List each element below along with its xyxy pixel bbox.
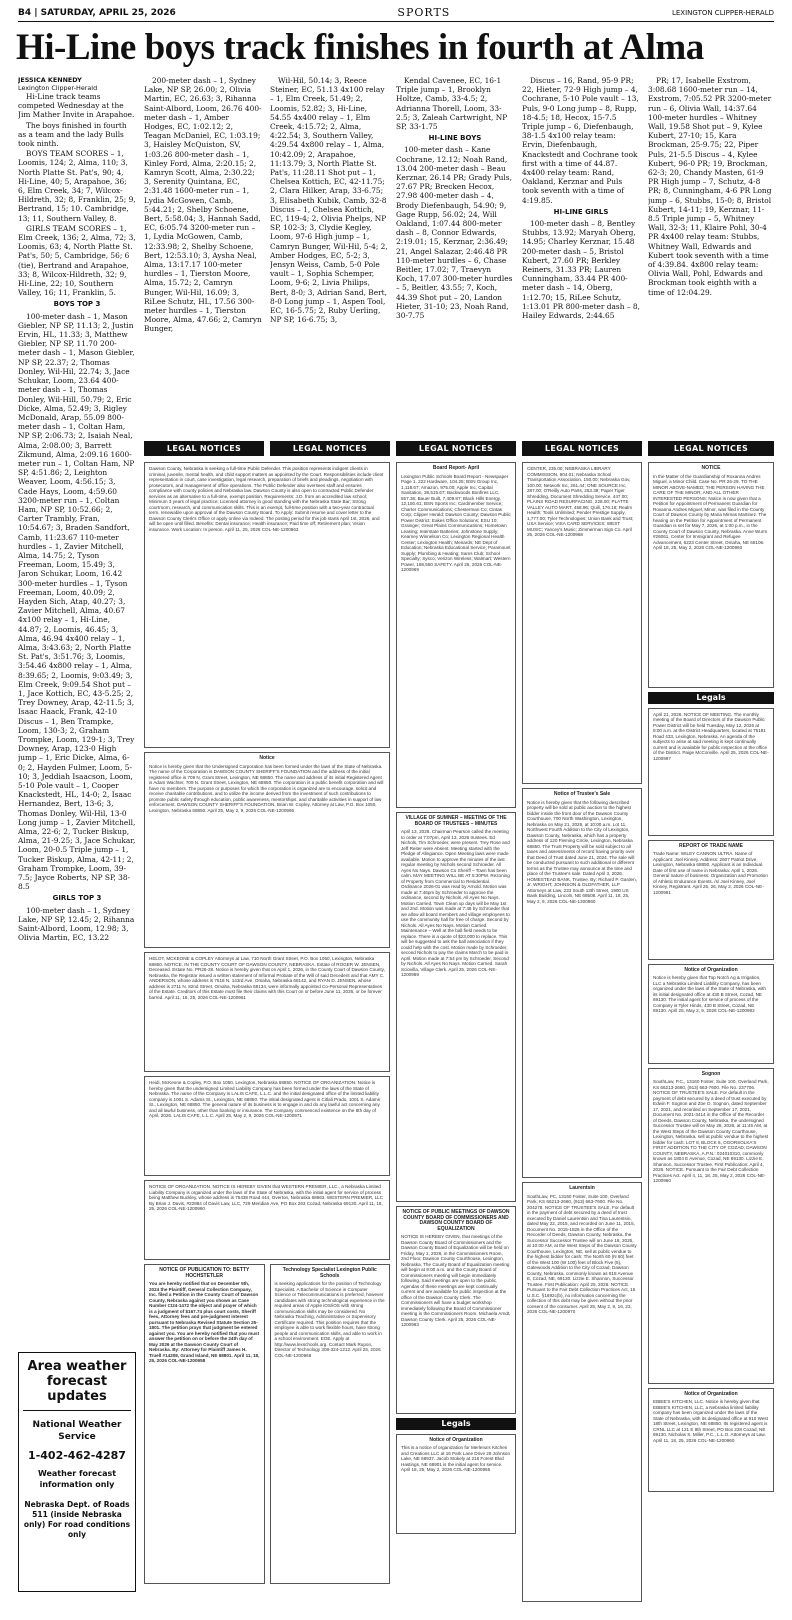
notice-estate-jensen (144, 952, 390, 1072)
notice-technology-specialist (270, 1264, 391, 1584)
legal-column-wide (144, 462, 390, 1606)
notice-guardianship (648, 462, 774, 688)
subhead-hiline-girls: HI-LINE GIRLS (553, 207, 609, 216)
notice-title: Notice (259, 755, 275, 761)
subhead-hiline-boys: HI-LINE BOYS (428, 134, 482, 143)
byline (18, 76, 136, 92)
roads-info: Nebraska Dept. of Roads 511 (inside Nebraska only) For road conditions only (23, 1500, 131, 1539)
notice-row-bottom (144, 1264, 390, 1584)
story-paragraph: 100-meter dash – 1, Sydney Lake, NP SP, 12.45; 2, Rihanna Saint-Albord, Loom, 12.98; 3, Olivia Martin, EC, 13.22 (18, 905, 135, 943)
notice-title: Technology Specialist Lexington Public Schools (282, 1267, 377, 1279)
notice-body: is seeking applications for the position of Technology Specialist. A Bachelor of Science in Computer Science or Telecommunications is preferred, however candidates with strong technological experience in the required areas of Apple iOS/iOS with strong communication skills may be considered. No Nebraska Teaching, Administrative or Supervisory Certificate required. This position requires that the employee is able to work flexible hours, have strong people and communication skills, and able to work in a school environment. EOE. Apply at http://www.lexschools.org. Contact Mark Rupon, Director of Technology 308-324-1212. April 25, 2026 COL-NE-1200966 (274, 1281, 385, 1358)
notice-body: Notice is hereby given that the Undersigned Corporation has been formed under the laws of the State of Nebraska. The name of the Corporation is DAWSON COUNTY SHERIFF'S FOUNDATION and the address of the initial registered office is 709 N. Grant Street, Lexington, NE 68850. The name and address of its initial Registered Agent is Adam Wachter, 709 N. Grant Street, Lexington, NE 68850. The corporation is a public benefit corporation and will have no members. The purpose or purposes for which the corporation is organized are to encourage, solicit and receive charitable contributions, and to utilize the income derived from the investment of such contributions to promote public safety through education, public awareness, mentorships, and charitable activities in support of law enforcement. DAWSON COUNTY SHERIFF'S FOUNDATION. Brian W. Copley, Attorney at Law, P.O. Box 1050, Lexington, Nebraska 68850. April 25, May 2, 9, 2026 COL-NE-1200966 (149, 763, 384, 813)
notice-power-district (648, 708, 774, 836)
weather-box (18, 1352, 136, 1592)
notice-title: Notice of Organization (684, 1390, 738, 1397)
notice-title: Notice of Organization (684, 966, 738, 973)
legal-column-4 (396, 462, 516, 1606)
story-column-2 (144, 76, 262, 438)
legal-column-6 (648, 462, 774, 1606)
notice-body: NOTICE OF ORGANIZATION. NOTICE IS HEREBY GIVEN that WESTERN PREMIER, LLC., a Nebraska Limited Liability Company is organized under the laws of the State of Nebraska, with the initial agent for service of process being Matthew Buckley, whose address is 75438 Road 444, Overton, Nebraska 68863. WESTERN PREMIER, LLC By Brian J. Davis, #22884 of Davis Law, LLC, 729 Meridian Ave, PO Box 263 Cozad, Nebraska 69130. April 11, 18, 25, 2026 COL-NE-1200960 (149, 1184, 384, 1211)
notice-title: Laurentsin (569, 1185, 595, 1191)
legal-column-5 (522, 462, 642, 1606)
subhead-girls-top3: GIRLS TOP 3 (52, 894, 102, 903)
story-paragraph: The boys finished in fourth as a team and the lady Bulls took ninth. (18, 120, 127, 149)
notice-sognon (648, 1068, 774, 1384)
notice-laurentsin (522, 1182, 642, 1602)
section-name: SPORTS (397, 6, 451, 19)
legal-notices-banner: LEGAL NOTICES (270, 441, 390, 456)
notice-public-defender (144, 462, 390, 748)
notice-body: Notice is hereby given that the following described property will be sold at public auction to the highest bidder inside the front door of the Dawson County Courthouse, 700 North Washington, Lexington, Nebraska on May 21, 2026, at 10:00 a.m. Lot 11, Northwest Fourth Addition to the City of Lexington, Dawson County, Nebraska, which has a property address of 120 Fleming Circle, Lexington, Nebraska 68850. The Trust Property will be sold subject to all taxes and assessments of record having priority over that Deed of Trust dated June 21, 2024. The sale will be conducted pursuant to such additional or different terms as the Trustee may announce at the time and place of the Trustee's sale. Dated April 3, 2026. HOMESTEAD BANK, Trustee. By: Richard P. Garden, Jr. WRIGHT, JOHNSON & OLDFATHER, LLP Attorneys at Law, 233 South 13th Street, 1900 US Bank Building, Lincoln, NE 68508. April 11, 18, 25, May 2, 9, 2026 COL-NE-1200960 (527, 799, 637, 904)
story-paragraph: 100-meter dash – 1, Mason Giebler, NP SP, 11.13; 2, Justin Ervin, HL, 11.33; 3, Matthew Giebler, NP SP, 11.70 200-meter dash – 1, Mason Giebler, NP SP, 22.37; 2, Thomas Donley, Wil-Hil, 22.74; 3, Jace Schukar, Loom, 23.64 400-meter dash – 1, Thomas Donley, Wil-Hill, 50.79; 2, Eric Dicke, Alma, 52.49; 3, Rigley McDonald, Arap, 55.09 800-meter dash – 1, Coltan Ham, NP SP, 2:06.73; 2, Isaiah Neal, Alma, 2:08.00; 3, Barrett Zikmund, Alma, 2:09.16 1600-meter run – 1, Coltan Ham, NP SP, 4:51.86; 2, Leighton Weaver, Loom, 4:56.15; 3, Cade Hays, Loom, 4:59.60 3200-meter run – 1, Coltan Ham, NP SP, 10:52.66; 2, Carter Trambly, Fran, 10:54.67; 3, Braden Sandfort, Camb, 11:23.67 110-meter hurdles – 1, Zavier Mitchell, Alma, 14.75; 2, Tyson Freeman, Loom, 15.49; 3, Jaron Schukar, Loom, 16.42 300-meter hurdles – 1, Tyson Freeman, Loom, 40.09; 2, Hayden Sich, Atap, 40.27; 3, Zavier Mitchell, Alma, 40.67 4x100 relay – 1, Hi-Line, 44.87; 2, Loomis, 46.45; 3, Alma, 46.94 4x400 relay – 1, Alma, 3:43.63; 2, North Platte St. Pat's, 3:51.76; 3, Loomis, 3:54.46 4x800 relay – 1, Alma, 8:39.65; 2, Loomis, 9:03.49; 3, Elm Creek, 9:09.54 Shot put – 1, Jace Kottich, EC, 43-5.25; 2, Trey Downey, Arap, 42-11.5; 3, Isaac Haack, Frank, 42-10 Discus – 1, Ben Trampke, Loom, 130-3; 2, Graham Trompke, Loom, 129-1; 3, Trey Downey, Arap, 123-0 High jump – 1, Eric Dicke, Alma, 6-0; 2, Hayden Fulmer, Loom, 5-10; 3, Jeddiah Isaacson, Loom, 5-10 Pole vault – 1, Cooper Knackstedt, HL, 14-0; 2, Isaac Hernandez, Bert, 13-6; 3, Thomas Donley, Wil-Hil, 13-0 Long jump – 1, Zavier Mitchell, Alma, 22-6; 2, Tucker Biskup, Alma, 21-9.25; 3, Jace Schukar, Loom, 20-0.5 Triple jump – 1, Tucker Biskup, Alma, 42-11; 2, Graham Trompke, Loom, 39-7.5; Jayce Roberts, NP SP, 38-8.5 (18, 311, 136, 892)
subhead-boys-top3: BOYS TOP 3 (53, 300, 101, 309)
story-column-1 (18, 76, 136, 1218)
notice-title: Board Report- April (432, 465, 480, 471)
notice-public-meetings (396, 1206, 516, 1414)
paper-name: LEXINGTON CLIPPER-HERALD (671, 8, 774, 17)
notice-body: Trade Name: WILEY CANNON ULTRA. Name of Applicant: Joel Kinney. Address: 2607 Patriot Drive, Lexington, Nebraska 68850. Applicant is an Individual. Date of first use of name in Nebraska: April 1, 2026. General nature of business: Organization and Promotion of Athletic Endurance Events. /s/ Joel Kinney, Joel Kinney, Registrant. April 25, 26, May 2, 2026 COL-NE-1200991 (653, 851, 768, 895)
notice-body: HELOT, MCKEONE & COPLEY Attorneys at Law, 710 North Grant Street, P.O. Box 1050, Lexington, Nebraska 68850. NOTICE. IN THE COUNTY COURT OF DAWSON COUNTY, NEBRASKA. Estate of ROGER W. JENSEN, Deceased. Estate No. PR26-28. Notice is hereby given that on April 1, 2026, in the County Court of Dawson County, Nebraska, the Registrar issued a written statement of Informal Probate of the Will of said Decedent and that AMY C. ANDERSON, whose address is 7518 N. 143rd Ave. Omaha, Nebraska 68142, and RYAN D. JENSEN, whose address is 2711 N. 82nd Street, Omaha, Nebraska 68134, were informally appointed Co-Personal Representatives of the Estate. Creditors of this Estate must file their claims with this Court on or before June 11, 2026, or be forever barred. April 11, 18, 25, 2026 COL-NE-1200961 (149, 956, 385, 1000)
legal-notices-banner: LEGAL NOTICES (396, 441, 516, 456)
story-paragraph: PR; 17, Isabelle Exstrom, 3:08.68 1600-meter run – 14, Exstrom, 7:05.52 PR 3200-meter run – 6, Olivia Wall, 14:37.64 100-meter hurdles – Whitney Wall, 19.58 Shot put – 9, Kylee Kubert, 27-10; 15, Kara Brockman, 25-9.75; 22, Piper Puls, 21-5.5 Discus – 4, Kylee Kubert, 96-0 PR; 19, Brockman, 62-3; 20, Chandy Masten, 61-9 PR High jump – 7, Schutz, 4-8 PR; 8, Cunningham, 4-6 PR Long jump – 6, Stubbs, 15-0; 8, Bristol Kubert, 14-11; 19, Kerznar, 11-8.5 Triple jump – 5, Whitney Wall, 32-3; 11, Klaire Pohl, 30-4 PR 4x400 relay team: Stubbs, Whitney Wall, Edwards and Kubert took seventh with a time of 4:39.84. 4x800 relay team: Olivia Wall, Pohl, Edwards and Brockman took eighth with a time of 12:04.29. (648, 76, 772, 297)
story-column-5 (522, 76, 640, 438)
notice-board-report-cont (522, 462, 642, 784)
masthead (18, 4, 774, 22)
story-paragraph: Hi-Line track teams competed Wednesday at the Jim Mather Invite in Arapahoe. (18, 92, 135, 120)
weather-service: National Weather Service (32, 1420, 122, 1442)
story-column-6 (648, 76, 774, 438)
story-column-4 (396, 76, 514, 438)
story-paragraph: 100-meter dash – Kane Cochrane, 12.12; Noah Rand, 13.04 200-meter dash – Beau Kerznar, 26.14 PR; Grady Puls, 27.67 PR; Brecken Hecox, 27.98 400-meter dash – 4, Brody Diefenbaugh, 54.90; 9, Gage Rupp, 56.02; 24, Will Oakland, 1:07.44 800-meter dash – 8, Connor Edwards, 2:19.01; 15, Kerznar, 2:36.49; 21, Angel Salazar, 2:46.48 PR 110-meter hurdles – 6, Chase Beitler, 17.02; 7, Traevyn Koch, 17.07 300-meter hurdles – 5, Beitler, 43.55; 7, Koch, 44.39 Shot put – 20, Landon Hieter, 31-10; 23, Noah Rand, 30-7.75 (396, 145, 513, 321)
notice-title: Notice of Trustee's Sale (553, 791, 611, 797)
notice-body: April 21, 2026. NOTICE OF MEETING. The monthly meeting of the Board of Directors of the Dawson Public Power District will be held Tuesday, May 12, 2026 at 9:00 a.m. at the District Headquarters, located at 75191 Road 433, Lexington, Nebraska. An agenda of the subjects to arise at said meeting is kept continually current and is available for public inspection at the office of the District. Paige McConville. April 25, 2026 COL-NE-1200997 (653, 711, 769, 761)
story-column-3 (270, 76, 388, 438)
notice-body: Heidi, McKeone & Copley, P.O. Box 1050, Lexington, Nebraska 68850. NOTICE OF ORGANIZATION. Notice is hereby given that the undersigned Limited Liability Company has been formed under the laws of the State of Nebraska. The name of the Company is LALIS CAFE, L.L.C. and the initial designated office of the limited liability company is 1001 S. Adams St., Lexington, NE 68850. The initial designated agent is Citlali Prado, 1001 S. Adams St., Lexington, NE 68850. The general nature of its business is to engage in and do any lawful act concerning any and all lawful business, other than banking or insurance. The Company commenced existence on the 8th day of April, 2026. LALIS CAFE, L.L.C. April 25, May 2, 9, 2026 COL-NE-1200971 (149, 1080, 381, 1118)
notice-top-notch (648, 964, 774, 1064)
weather-phone: 1-402-462-4287 (28, 1449, 126, 1462)
notice-trade-name (648, 840, 774, 960)
notice-body: You are hereby notified that on December 5th, 2024 the Plaintiff, General Collection Company, Inc. filed a Petition in the County Court of Dawson County, Nebraska against you shown as Case Number CI24-1472 the object and prayer of which is a judgment of $167.74 plus court costs, Sheriff fees, Attorney fees and pre-judgment interest pursuant to Nebraska Revised Statute Section 25-1801. The petition prays that judgment be entered against you. You are hereby notified that you must answer the petition on or before the 24th day of May 2026 at the Dawson County Court of Nebraska. By: Attorney for Plaintiff James H. Truell #14208, Grand Island, NE 68801. April 11, 18, 25, 2026 COL-NE-1200958 (149, 1281, 260, 1363)
notice-body: SouthLaw, PC, 13160 Foster, Suite 100, Overland Park, KS 66213-2660, (913) 663-7600. File No. 204278. NOTICE OF TRUSTEE'S SALE. For default in the payment of debt secured by a deed of trust executed by Daniel Laurentsin and Tina Laurentsin, dated May 22, 2015, and recorded on June 11, 2015, Document No. 2015-1826 in the Office of the Recorder of Deeds, Dawson County, Nebraska, the Successor Successor Trustee will on June 18, 2026, at 10:00 AM, at the West Steps of the Dawson County Courthouse, Lexington, NE, sell at public vendue to the highest bidder for cash: The North 60 (N 60) feet of the West 100 (W 100) feet of Block Five (5), Gatewoods Addition to the City of Cozad, Dawson County, Nebraska, commonly known as 818 Avenue E, Cozad, NE, 69130. Lizzie E. Shannon, Successor Trustee. First Publication: April 25, 2026. NOTICE. Pursuant to the Fair Debt Collection Practices Act, 15 U.S.C. §1692c(b), no information concerning the collection of this debt may be given without the prior consent of the consumer. April 25, May 2, 9, 16, 23, 2026 COL-NE-1200970 (527, 1193, 637, 1314)
notice-body: In the Matter of the Guardianship of Roxanna Andres Miguel, a Minor Child. Case No. PR 26-29. TO THE MINOR ABOVE-NAMED; THE PERSON HAVING THE CARE OF THE MINOR; AND ALL OTHER INTERESTED PERSONS: Notice is now given that a Petition for Appointment of Permanent Guardian for Roxanna Andres Miguel, Minor, was filed in the County Court of Dawson County by Maria Mirnas Martinez. The hearing on the Petition for Appointment of Permanent Guardian is set for May 7, 2026, at 1:00 p.m., in the County Court of Dawson County, Nebraska. Anne Wurm #26061, Center for Immigrant and Refugee Advancement, 6223 Center Street, Omaha, NE 68106. April 18, 25, May 2, 2026 COL-NE-1200960 (653, 473, 768, 550)
notice-sheriff-foundation (144, 752, 390, 948)
legals-banner: Legals (648, 692, 774, 704)
notice-body: EBBIE'S KITCHEN, LLC. Notice is hereby given that EBBIE'S KITCHEN, LLC, a Nebraska limited liability company has been organized under the laws of the State of Nebraska, with its designated office at 910 West 18th Street, Lexington, NE 68850. Its registered agent is CRNL LLC at 121 E 8th Street, PO Box 228 Cozad, NE 69130. Nicholas S. Miller, P.C., L.L.O. Attorneys at Law. April 11, 18, 25, 2026 COL-NE-1200960 (653, 1399, 768, 1443)
notice-body: SouthLaw, P.C., 13160 Foster, Suite 100, Overland Park, KS 66213-2660, (913) 663-7600. File No. 237706. NOTICE OF TRUSTEE'S SALE. For default in the payment of debt secured by a deed of trust executed by Edwin F. Sognon and Zoe O. Sognon, dated September 17, 2021, and recorded on September 17, 2021, Document No. 2021-3414 in the Office of the Recorder of Deeds, Dawson County, Nebraska, the undersigned Successor Trustee will on May 28, 2026, at 11:45 AM, at the West Steps of the Dawson County Courthouse, Lexington, Nebraska, sell at public vendue to the highest bidder for cash: LOT 8, BLOCK 6, OGORSOLKA'S FIRST ADDITION TO THE CITY OF COZAD, DAWSON COUNTY, NEBRASKA, A.P.N.: 024010310, commonly known as 1804 E Avenue, Cozad, NE 69130. Lizzie E. Shannon, Successor Trustee. First Publication: April 4, 2026. NOTICE. Pursuant to the Fair Debt Collection Practices Act. April 4, 11, 18, 25, May 2, 2026 COL-NE-1200960 (653, 1079, 769, 1183)
notice-title: VILLAGE OF SUMNER – MEETING OF THE BOARD OF TRUSTEES – MINUTES (405, 815, 507, 827)
legals-banner: Legals (396, 1418, 516, 1430)
weather-info: Weather forecast information only (37, 1469, 117, 1489)
page-date: B4 | SATURDAY, APRIL 25, 2026 (18, 7, 176, 18)
notice-lalis-cafe (144, 1076, 390, 1176)
story-paragraph: Kendal Cavenee, EC, 16-1 Triple jump – 1, Brooklyn Holtze, Camb, 33-4.5; 2, Adrianna Thorell, Loom, 33-2.5; 3, Zaleah Cartwright, NP SP, 33-1.75 (396, 76, 508, 132)
weather-title: Area weather forecast updates (23, 1359, 131, 1411)
notice-merlenas-kitchen (396, 1434, 516, 1534)
legal-notices-banner: LEGAL NOTICES (144, 441, 264, 456)
notice-title: NOTICE OF PUBLIC MEETINGS OF DAWSON COUNTY BOARD OF COMMISSIONERS AND DAWSON COUNTY BOARD OF EQUALIZATION (402, 1209, 510, 1232)
story-paragraph: Wil-Hil, 50.14; 3, Reece Steiner, EC, 51.13 4x100 relay – 1, Elm Creek, 51.49; 2, Loomis, 52.82; 3, Hi-Line, 54.55 4x400 relay – 1, Elm Creek, 4:15.72; 2, Alma, 4:22.54; 3, Southern Valley, 4:29.54 4x800 relay – 1, Alma, 10:42.09; 2, Arapahoe, 11:13.79; 3, North Platte St. Pat's, 11:28.11 Shot put – 1, Chelsea Kottich, EC, 42-11.75; 2, Clara Hilker, Arap, 33-6.75; 3, Elisabeth Kubik, Camb, 32-8 Discus – 1, Chelsea Kottich, EC, 119-4; 2, Olivia Phelps, NP SP, 102-3; 3, Clydie Kegley, Loom, 97-6 High jump – 1, Camryn Bunger, Wil-Hil, 5-4; 2, Amber Hodges, EC, 5-2; 3, Jensyn Weiss, Camb, 5-0 Pole vault – 1, Sophia Schemper, Loom, 9-6; 2, Livia Philips, Bert, 8-0; 3, Adrian Sand, Bert, 8-0 Long jump – 1, Aspen Tool, EC, 16-5.75; 2, Ruby Uerling, NP SP, 16-6.75; 3, (270, 76, 388, 325)
story-paragraph: Discus – 16, Rand, 95-9 PR; 22, Hieter, 72-9 High jump – 4, Cochrane, 5-10 Pole vault – 13, Puls, 9-0 Long jump – 8, Rupp, 18-4.5; 18, Hecox, 15-7.5 Triple jump – 6, Diefenbaugh, 38-1.5 4x100 relay team: Ervin, Diefenbaugh, Knackstedt and Cochrane took first with a time of 44.87. 4x400 relay team: Rand, Oakland, Kerznar and Puls took seventh with a time of 4:19.85. (522, 76, 639, 205)
byline-outlet: Lexington Clipper-Herald (18, 84, 98, 92)
notice-title: NOTICE OF PUBLICATION TO: BETTY HOCHSTETLER (159, 1267, 250, 1279)
notice-trustee-sale (522, 788, 642, 1178)
notice-body: Lexington Public Schools Board Report - Newspaper Page 1. 222 Hardware, 104.25; BSN Group Inc, 1,118.67; Amazon, 975.00; Apple Inc, Capital Sanitation, 38,515.67; Backwoods Bonfires LLC, 557.36; Bauer Built, 7,409.87; Black Hills Energy, 12,150.61; BSN Sports Inc; Cardmember Service; Charter Communications; Chesterman Co; Cintas Corp; Clipper Herald; Dawson County; Dawson Public Power District; Eakes Office Solutions; ESU 10; Grainger; Great Plains Communications; Hometown Leasing; Interstate Batteries; Johnstone Supply; Kearney Winnelson Co; Lexington Regional Health Center; Lexington Health; Menards; NE Dept of Education; Nebraska Educational Service; Paramount Supply; Plumbing & Heating; Sams Club; School Specialty; Sysco; Verizon Wireless; Walmart; Western Power, 168,550 SAFETY. April 25, 2026 COL-NE-1200969 (401, 473, 511, 572)
legal-notices-banner: LEGAL NOTICES (522, 441, 642, 456)
notice-village-sumner (396, 812, 516, 1202)
story-paragraph: BOYS TEAM SCORES – 1, Loomis, 124; 2, Alma, 110; 3, North Platte St. Pat's, 90; 4, Hi-Line, 40; 5, Arapahoe, 36; 6, Elm Creek, 34; 7, Wilcox-Hildreth, 32; 8, Franklin, 25; 9, Bertrand, 15; 10. Cambridge, 13; 11, Southern Valley, 8. (18, 149, 136, 223)
notice-body: NOTICE IS HEREBY GIVEN, that meetings of the Dawson County Board of Commissioners and the Dawson County Board of Equalization will be held on Friday, May 1, 2026, in the Commissioners Room, 2nd Floor, Dawson County Courthouse, Lexington, Nebraska. The County Board of Equalization meeting will begin at 9:00 a.m. and the County Board of Commissioners meeting will begin immediately following. Said meetings are open to the public. Agendas of these meetings are kept continually current and are available for public inspection at the office of the Dawson County Clerk. The Commissioners will have a budget workshop immediately following the Board of Commissioner meeting in the Commissioners Room. Michaela Arndt, Dawson County Clerk. April 25, 2026 COL-NE-1200963 (401, 1234, 511, 1327)
notice-body: April 13, 2026. Chairman Pearson called the meeting to order at 7:07pm, April 13, 2026 trustees. Ed Nichols, Tim Schroeder, were present. Trey Rose and Jeff Reiter were Absent. Meeting started with the Pledge of Allegiance. Open Meeting laws were made available. Motion to approve the minutes of the last regular meeting by Nichols second Schroeder. All Ayes No Nays. Dawson Co Sheriff – Town has been calm. MAY MEETING WILL BE AT 5:30PM. Rezoning of Property from Commercial to Residential. Ordinance 2026-01 was read by Arnold. Motion was made at 7:46pm by Schroeder to approve the ordinance, second by Nichols. All Ayes No Nays. Motion Carried. Town Clean up days will be May 1st and 2nd. Motion was made at 7:48 by Schroeder that we allow all board members and village employees to use the community hall for free of charge. Second by Nichols. All Ayes No Nays. Motion Carried. Maintenance – Well at the ball field needs to be replace. There is a quote of $23,000 to replace. This will be suggested to ask the ball association if they could help with the cost. Motion made by Schroeder, second Nichols to pay the claims March to be paid in April. Motion made at 7:54 pm by Schroeder, Second by Nichols. All Ayes No Nays. Motion Carried. Sarah Sciovilla, Village Clerk. April 25, 2026 COL-NE-1200969 (401, 829, 510, 977)
notice-title: NOTICE (701, 465, 721, 471)
story-paragraph: GIRLS TEAM SCORES – 1, Elm Creek, 136; 2, Alma, 72; 3, Loomis, 63; 4, North Platte St. Pat's, 50; 5, Cambridge, 56; 6 (tie), Bertrand and Arapahoe, 33; 8, Wilcox-Hildreth, 32; 9, Hi-Line, 22; 10, Southern Valley, 16; 11, Franklin, 5. (18, 223, 136, 298)
notice-title: Sognon (701, 1070, 721, 1077)
byline-author: JESSICA KENNEDY (18, 76, 82, 84)
notice-body: CENTER, 235.00; NEBRASKA LIBRARY COMMISSION, 904.01; Nebraska School Transportation Association, 150.00; Nebraska Gov, 100.00; Network Inc, 261.44; ONE SOURCE Inc, 287.00; O'Reilly Auto Parts, 263.39; Paper Tiger Shredding, Document Shredding Service, 447.00; PLAINS ROAD RESURFACING, 228.00; PLATTE VALLEY AUTO MART, 458.96; Quill, 176.18; Realm Health; Tools Unlimited; Pender Prestige Supply, 1,777.00; Tyler Technologies; Union Bank and Trust; USA Service; VISA CARD SERVICES; WEST MUSIC; Yancey's Music; Zimmerman Sign Co. April 25, 2026 COL-NE-1200968 (527, 466, 634, 537)
notice-body: This is a notice of organization for Merlena's Kitchen and Creations LLC at 16 Park Lane Drive 28 Johnson Lake, NE 68937. Jacob Stokely at 216 Forest Blvd Hastings, NE 68901 is the initial agent for service. April 18, 25, May 2, 2026 COL-NE-1200965 (401, 1445, 511, 1472)
notice-western-premier (144, 1180, 390, 1260)
notice-title: Notice of Organization (429, 1436, 483, 1443)
notice-body: Notice is hereby given that Top Notch Ag & Irrigation, LLC a Nebraska Limited Liability Company, has been organized under the laws of the State of Nebraska, with its initial designated office at 430 B Street, Cozad, NE 69130. The initial agent for service of process of the Company is Tyler Hinds, 430 B Street, Cozad, NE 69130. April 25, May 2, 9, 2026 COL-NE-1200992 (653, 975, 766, 1013)
story-paragraph: 200-meter dash – 1, Sydney Lake, NP SP, 26.00; 2, Olivia Martin, EC, 26.63; 3, Rihanna Saint-Albord, Loom, 26.76 400-meter dash – 1, Amber Hodges, EC, 1:02.12; 2, Teagan McDaniel, EC, 1:03.19; 3, Haisley McQuiston, SV, 1:03.26 800-meter dash – 1, Kinley Ford, Alma, 2:20.15; 2, Kamryn Scott, Alma, 2:30.22; 3, Serenity Quintana, EC, 2:31.48 1600-meter run – 1, Lydia McGowen, Camb, 5:44.21; 2, Shelby Schoene, Bert, 5:58.04; 3, Hannah Sadd, EC, 6:05.74 3200-meter run – 1, Lydia McGowen, Camb, 12:33.98; 2, Shelby Schoene, Bert, 12:53.10; 3, Aysha Neal, Alma, 13:17.17 100-meter hurdles – 1, Tierston Moore, Alma, 15.72; 2, Camryn Bunger, Wil-Hil, 16.09; 3, RiLee Schutz, HL, 17.56 300-meter hurdles – 1, Tierston Moore, Alma, 47.66; 2, Camryn Bunger, (144, 76, 262, 334)
notice-publication-hochstetler (144, 1264, 265, 1584)
story-paragraph: 100-meter dash – 8, Bentley Stubbs, 13.92; Maryah Oberg, 14.95; Charley Kerznar, 15.48 200-meter dash – 5, Bristol Kubert, 27.60 PR; Berkley Reiners, 31.33 PR; Lauren Cunningham, 33.44 PR 400-meter dash – 14, Oberg, 1:12.70; 15, RiLee Schutz, 1:13.01 PR 800-meter dash – 8, Hailey Edwards, 2:44.65 (522, 219, 640, 321)
notice-ebbies-kitchen (648, 1388, 774, 1492)
legal-notices-banner: LEGAL NOTICES (648, 441, 774, 456)
page-headline: Hi-Line boys track finishes in fourth at Alma (16, 27, 704, 68)
notice-body: Dawson County, Nebraska is seeking a full-time Public Defender. This position represents indigent clients in criminal, juvenile, mental health, and child support matters as appointed by the Court. Responsibilities include client representation in court, case investigation, legal research, preparation of briefs and pleadings, negotiation with prosecutors, and management of office operations. The Public Defender also oversees staff and ensures compliance with county policies and Nebraska law. Dawson County is also open to contracted Public Defender services as an alternative to a full-time, exempt position. Requirements: J.D. from an accredited law school; Minimum 3 years of legal practice; Licensed attorney in good standing with the Nebraska State Bar; Strong courtroom, research, and communication skills. This is an exempt, full-time position with a two-year contractual term, renewable upon approval of the Dawson County Board. To Apply: Submit resume and cover letter to the Dawson County Clerk's Office or apply online via Indeed. The posting period for this job starts April 1st, 2026, and will be open until filled. Benefits: Dental insurance; Health insurance; Paid time off; Retirement plan; Vision insurance. Work Location: In person. April 11, 25, 2026 COL-NE-1200963 (149, 466, 384, 532)
notice-board-report (396, 462, 516, 808)
notice-title: REPORT OF TRADE NAME (679, 842, 743, 849)
